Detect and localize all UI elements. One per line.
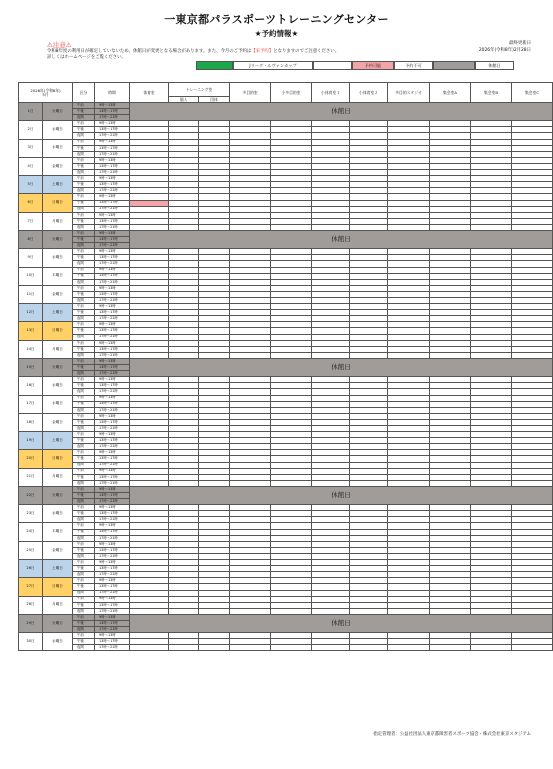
time-cell: 17時～21時 bbox=[95, 444, 130, 450]
time-cell: 9時～13時 bbox=[95, 413, 130, 419]
header-hall-b: 集会室B bbox=[471, 83, 512, 103]
time-cell: 13時～17時 bbox=[95, 109, 130, 115]
day-weekday: 土曜日 bbox=[43, 304, 73, 322]
legend-closed-swatch bbox=[433, 61, 475, 70]
period-cell: 夜間 bbox=[73, 517, 95, 523]
time-cell: 9時～13時 bbox=[95, 322, 130, 328]
time-cell: 9時～13時 bbox=[95, 194, 130, 200]
period-cell: 午後 bbox=[73, 365, 95, 371]
time-cell: 9時～13時 bbox=[95, 176, 130, 182]
slot-cell[interactable] bbox=[388, 645, 430, 651]
period-cell: 夜間 bbox=[73, 590, 95, 596]
period-cell: 夜間 bbox=[73, 407, 95, 413]
day-date: 2日 bbox=[19, 121, 43, 139]
time-cell: 13時～17時 bbox=[95, 182, 130, 188]
time-cell: 17時～21時 bbox=[95, 279, 130, 285]
period-cell: 午前 bbox=[73, 249, 95, 255]
header-small-multi: 小多目的室 bbox=[271, 83, 312, 103]
period-cell: 夜間 bbox=[73, 115, 95, 121]
period-cell: 夜間 bbox=[73, 608, 95, 614]
time-cell: 17時～21時 bbox=[95, 352, 130, 358]
time-cell: 17時～21時 bbox=[95, 115, 130, 121]
caution-line1-pre: 令和8年度の利用日が確定していないため、休館日が変更となる場合があります。また、今月のご予約は bbox=[47, 49, 252, 54]
legend bbox=[196, 61, 514, 70]
time-cell: 17時～21時 bbox=[95, 261, 130, 267]
period-cell: 午後 bbox=[73, 200, 95, 206]
time-cell: 17時～21時 bbox=[95, 170, 130, 176]
time-cell: 13時～17時 bbox=[95, 456, 130, 462]
period-cell: 午前 bbox=[73, 285, 95, 291]
day-date: 19日 bbox=[19, 432, 43, 450]
time-cell: 13時～17時 bbox=[95, 511, 130, 517]
day-weekday: 土曜日 bbox=[43, 176, 73, 194]
day-date: 17日 bbox=[19, 395, 43, 413]
day-weekday: 木曜日 bbox=[43, 523, 73, 541]
period-cell: 午後 bbox=[73, 639, 95, 645]
time-cell: 13時～17時 bbox=[95, 493, 130, 499]
time-cell: 17時～21時 bbox=[95, 480, 130, 486]
day-date: 29日 bbox=[19, 614, 43, 632]
day-weekday: 水曜日 bbox=[43, 377, 73, 395]
period-cell: 夜間 bbox=[73, 334, 95, 340]
day-weekday: 日曜日 bbox=[43, 194, 73, 212]
slot-cell[interactable] bbox=[169, 645, 199, 651]
day-weekday: 水曜日 bbox=[43, 395, 73, 413]
day-date: 8日 bbox=[19, 230, 43, 248]
period-cell: 夜間 bbox=[73, 645, 95, 651]
header-training: トレーニング室 bbox=[169, 83, 230, 97]
slot-cell[interactable] bbox=[430, 645, 471, 651]
time-cell: 9時～13時 bbox=[95, 139, 130, 145]
time-cell: 9時～13時 bbox=[95, 285, 130, 291]
time-cell: 17時～21時 bbox=[95, 151, 130, 157]
time-cell: 17時～21時 bbox=[95, 316, 130, 322]
time-cell: 13時～17時 bbox=[95, 145, 130, 151]
period-cell: 午後 bbox=[73, 182, 95, 188]
period-cell: 午後 bbox=[73, 291, 95, 297]
day-weekday: 水曜日 bbox=[43, 505, 73, 523]
period-cell: 午前 bbox=[73, 304, 95, 310]
time-cell: 9時～13時 bbox=[95, 358, 130, 364]
time-cell: 9時～13時 bbox=[95, 432, 130, 438]
legend-jleague-swatch bbox=[196, 61, 233, 70]
legend-available-swatch bbox=[313, 61, 352, 70]
period-cell: 午後 bbox=[73, 127, 95, 133]
period-cell: 夜間 bbox=[73, 298, 95, 304]
time-cell: 13時～17時 bbox=[95, 620, 130, 626]
day-date: 24日 bbox=[19, 523, 43, 541]
period-cell: 午後 bbox=[73, 109, 95, 115]
closed-day-cell: 休館日 bbox=[130, 614, 553, 632]
caution-text bbox=[47, 49, 427, 61]
period-cell: 午後 bbox=[73, 346, 95, 352]
last-updated-date: 2026年(令和8年)2月28日 bbox=[478, 48, 531, 53]
period-cell: 午後 bbox=[73, 602, 95, 608]
slot-cell[interactable] bbox=[512, 645, 553, 651]
day-date: 20日 bbox=[19, 450, 43, 468]
period-cell: 午前 bbox=[73, 340, 95, 346]
time-cell: 9時～13時 bbox=[95, 395, 130, 401]
time-cell: 13時～17時 bbox=[95, 127, 130, 133]
time-cell: 9時～13時 bbox=[95, 249, 130, 255]
day-date: 25日 bbox=[19, 541, 43, 559]
period-cell: 午後 bbox=[73, 419, 95, 425]
period-cell: 午前 bbox=[73, 633, 95, 639]
time-cell: 9時～13時 bbox=[95, 541, 130, 547]
time-cell: 13時～17時 bbox=[95, 401, 130, 407]
time-cell: 17時～21時 bbox=[95, 334, 130, 340]
period-cell: 夜間 bbox=[73, 279, 95, 285]
period-cell: 午後 bbox=[73, 620, 95, 626]
time-cell: 9時～13時 bbox=[95, 103, 130, 109]
day-date: 1日 bbox=[19, 103, 43, 121]
day-date: 27日 bbox=[19, 578, 43, 596]
period-cell: 午後 bbox=[73, 584, 95, 590]
slot-cell[interactable] bbox=[199, 645, 230, 651]
day-date: 28日 bbox=[19, 596, 43, 614]
day-date: 23日 bbox=[19, 505, 43, 523]
period-cell: 午前 bbox=[73, 267, 95, 273]
period-cell: 夜間 bbox=[73, 480, 95, 486]
period-cell: 午前 bbox=[73, 596, 95, 602]
day-date: 30日 bbox=[19, 633, 43, 651]
period-cell: 午前 bbox=[73, 194, 95, 200]
time-cell: 17時～21時 bbox=[95, 627, 130, 633]
time-cell: 9時～13時 bbox=[95, 212, 130, 218]
header-training-group: 団体 bbox=[199, 97, 230, 103]
period-cell: 午後 bbox=[73, 511, 95, 517]
time-cell: 9時～13時 bbox=[95, 486, 130, 492]
time-cell: 13時～17時 bbox=[95, 291, 130, 297]
time-cell: 17時～21時 bbox=[95, 499, 130, 505]
closed-day-cell: 休館日 bbox=[130, 230, 553, 248]
day-date: 6日 bbox=[19, 194, 43, 212]
time-cell: 9時～13時 bbox=[95, 505, 130, 511]
time-cell: 13時～17時 bbox=[95, 218, 130, 224]
period-cell: 午後 bbox=[73, 383, 95, 389]
day-weekday: 金曜日 bbox=[43, 157, 73, 175]
time-cell: 13時～17時 bbox=[95, 346, 130, 352]
period-cell: 午前 bbox=[73, 176, 95, 182]
period-cell: 夜間 bbox=[73, 170, 95, 176]
footer-operator: 指定管理者：公益社団法人東京都障害者スポーツ協会・株式会社東京スタジアム bbox=[373, 732, 531, 737]
period-cell: 夜間 bbox=[73, 224, 95, 230]
table-row bbox=[19, 645, 553, 651]
time-cell: 13時～17時 bbox=[95, 566, 130, 572]
period-cell: 午後 bbox=[73, 255, 95, 261]
slot-cell[interactable] bbox=[230, 645, 271, 651]
slot-cell[interactable] bbox=[271, 645, 312, 651]
day-date: 5日 bbox=[19, 176, 43, 194]
header-tamokuteki: 多目的室 bbox=[230, 83, 271, 103]
period-cell: 午後 bbox=[73, 547, 95, 553]
period-cell: 午前 bbox=[73, 432, 95, 438]
day-weekday: 月曜日 bbox=[43, 468, 73, 486]
day-weekday: 木曜日 bbox=[43, 267, 73, 285]
day-date: 4日 bbox=[19, 157, 43, 175]
period-cell: 夜間 bbox=[73, 206, 95, 212]
day-weekday: 火曜日 bbox=[43, 358, 73, 376]
day-date: 18日 bbox=[19, 413, 43, 431]
slot-cell[interactable] bbox=[471, 645, 512, 651]
period-cell: 夜間 bbox=[73, 444, 95, 450]
time-cell: 17時～21時 bbox=[95, 553, 130, 559]
period-cell: 夜間 bbox=[73, 261, 95, 267]
period-cell: 夜間 bbox=[73, 627, 95, 633]
period-cell: 夜間 bbox=[73, 243, 95, 249]
day-weekday: 月曜日 bbox=[43, 596, 73, 614]
header-jikan: 時間 bbox=[95, 83, 130, 103]
time-cell: 17時～21時 bbox=[95, 298, 130, 304]
last-updated-label: 最終更新日 bbox=[509, 41, 531, 46]
slot-cell[interactable] bbox=[312, 645, 350, 651]
period-cell: 夜間 bbox=[73, 188, 95, 194]
time-cell: 9時～13時 bbox=[95, 304, 130, 310]
time-cell: 17時～21時 bbox=[95, 462, 130, 468]
page-subtitle: ★予約情報★ bbox=[254, 29, 299, 38]
period-cell: 夜間 bbox=[73, 389, 95, 395]
period-cell: 夜間 bbox=[73, 316, 95, 322]
time-cell: 13時～17時 bbox=[95, 273, 130, 279]
day-date: 10日 bbox=[19, 267, 43, 285]
period-cell: 午前 bbox=[73, 121, 95, 127]
period-cell: 午前 bbox=[73, 505, 95, 511]
period-cell: 夜間 bbox=[73, 499, 95, 505]
time-cell: 13時～17時 bbox=[95, 383, 130, 389]
period-cell: 午後 bbox=[73, 218, 95, 224]
day-weekday: 金曜日 bbox=[43, 413, 73, 431]
period-cell: 午後 bbox=[73, 328, 95, 334]
day-weekday: 火曜日 bbox=[43, 230, 73, 248]
time-cell: 13時～17時 bbox=[95, 602, 130, 608]
day-weekday: 火曜日 bbox=[43, 614, 73, 632]
time-cell: 9時～13時 bbox=[95, 614, 130, 620]
period-cell: 夜間 bbox=[73, 535, 95, 541]
time-cell: 17時～21時 bbox=[95, 645, 130, 651]
period-cell: 午前 bbox=[73, 523, 95, 529]
day-date: 7日 bbox=[19, 212, 43, 230]
day-weekday: 金曜日 bbox=[43, 541, 73, 559]
time-cell: 13時～17時 bbox=[95, 328, 130, 334]
time-cell: 9時～13時 bbox=[95, 230, 130, 236]
period-cell: 午前 bbox=[73, 450, 95, 456]
period-cell: 午前 bbox=[73, 395, 95, 401]
time-cell: 17時～21時 bbox=[95, 517, 130, 523]
time-cell: 13時～17時 bbox=[95, 419, 130, 425]
time-cell: 17時～21時 bbox=[95, 572, 130, 578]
time-cell: 17時～21時 bbox=[95, 608, 130, 614]
period-cell: 午前 bbox=[73, 560, 95, 566]
period-cell: 午後 bbox=[73, 273, 95, 279]
day-date: 9日 bbox=[19, 249, 43, 267]
period-cell: 夜間 bbox=[73, 553, 95, 559]
period-cell: 午後 bbox=[73, 163, 95, 169]
time-cell: 9時～13時 bbox=[95, 340, 130, 346]
day-weekday: 土曜日 bbox=[43, 432, 73, 450]
time-cell: 9時～13時 bbox=[95, 157, 130, 163]
time-cell: 9時～13時 bbox=[95, 450, 130, 456]
day-date: 11日 bbox=[19, 285, 43, 303]
period-cell: 午前 bbox=[73, 486, 95, 492]
time-cell: 9時～13時 bbox=[95, 121, 130, 127]
period-cell: 午前 bbox=[73, 157, 95, 163]
header-gym: 体育室 bbox=[130, 83, 169, 103]
time-cell: 13時～17時 bbox=[95, 438, 130, 444]
day-date: 13日 bbox=[19, 322, 43, 340]
time-cell: 17時～21時 bbox=[95, 206, 130, 212]
time-cell: 9時～13時 bbox=[95, 560, 130, 566]
time-cell: 17時～21時 bbox=[95, 133, 130, 139]
period-cell: 午前 bbox=[73, 468, 95, 474]
day-date: 26日 bbox=[19, 560, 43, 578]
closed-day-cell: 休館日 bbox=[130, 486, 553, 504]
day-weekday: 月曜日 bbox=[43, 340, 73, 358]
day-weekday: 水曜日 bbox=[43, 121, 73, 139]
period-cell: 午前 bbox=[73, 377, 95, 383]
header-small-gym2: 小体育室２ bbox=[350, 83, 388, 103]
day-weekday: 日曜日 bbox=[43, 322, 73, 340]
time-cell: 13時～17時 bbox=[95, 237, 130, 243]
period-cell: 午後 bbox=[73, 145, 95, 151]
year-label: 2026年(令和8年) bbox=[30, 87, 61, 93]
closed-day-cell: 休館日 bbox=[130, 358, 553, 376]
header-multi-studio: 多目的スタジオ bbox=[388, 83, 430, 103]
legend-closed-label: 休館日 bbox=[475, 61, 514, 70]
period-cell: 午前 bbox=[73, 139, 95, 145]
time-cell: 17時～21時 bbox=[95, 535, 130, 541]
period-cell: 午後 bbox=[73, 401, 95, 407]
time-cell: 13時～17時 bbox=[95, 529, 130, 535]
slot-cell[interactable] bbox=[130, 645, 169, 651]
day-weekday: 日曜日 bbox=[43, 450, 73, 468]
time-cell: 9時～13時 bbox=[95, 377, 130, 383]
time-cell: 13時～17時 bbox=[95, 639, 130, 645]
day-date: 3日 bbox=[19, 139, 43, 157]
time-cell: 13時～17時 bbox=[95, 365, 130, 371]
header-kubun: 区分 bbox=[73, 83, 95, 103]
time-cell: 13時～17時 bbox=[95, 200, 130, 206]
day-weekday: 火曜日 bbox=[43, 486, 73, 504]
caution-line2: 詳しくはホームページをご覧ください。 bbox=[47, 55, 126, 61]
day-weekday: 水曜日 bbox=[43, 633, 73, 651]
header-training-individual: 個人 bbox=[169, 97, 199, 103]
day-weekday: 水曜日 bbox=[43, 139, 73, 157]
period-cell: 午前 bbox=[73, 212, 95, 218]
time-cell: 9時～13時 bbox=[95, 468, 130, 474]
header-hall-c: 集会室C bbox=[512, 83, 553, 103]
page-title: 一東京都パラスポーツトレーニングセンター bbox=[164, 13, 389, 26]
time-cell: 17時～21時 bbox=[95, 590, 130, 596]
day-date: 15日 bbox=[19, 358, 43, 376]
period-cell: 夜間 bbox=[73, 425, 95, 431]
time-cell: 17時～21時 bbox=[95, 243, 130, 249]
time-cell: 13時～17時 bbox=[95, 163, 130, 169]
period-cell: 午後 bbox=[73, 566, 95, 572]
day-date: 14日 bbox=[19, 340, 43, 358]
caution-line1-post: となりますのでご注意ください。 bbox=[273, 49, 340, 54]
day-date: 16日 bbox=[19, 377, 43, 395]
day-date: 22日 bbox=[19, 486, 43, 504]
period-cell: 午後 bbox=[73, 529, 95, 535]
time-cell: 17時～21時 bbox=[95, 407, 130, 413]
period-cell: 午後 bbox=[73, 474, 95, 480]
period-cell: 午後 bbox=[73, 438, 95, 444]
time-cell: 17時～21時 bbox=[95, 371, 130, 377]
legend-jleague-label: Jリーグ・ルヴァンカップ bbox=[233, 61, 313, 70]
period-cell: 午前 bbox=[73, 103, 95, 109]
time-cell: 9時～13時 bbox=[95, 578, 130, 584]
period-cell: 夜間 bbox=[73, 352, 95, 358]
period-cell: 午前 bbox=[73, 578, 95, 584]
time-cell: 13時～17時 bbox=[95, 255, 130, 261]
period-cell: 午後 bbox=[73, 310, 95, 316]
period-cell: 夜間 bbox=[73, 151, 95, 157]
period-cell: 午前 bbox=[73, 230, 95, 236]
time-cell: 17時～21時 bbox=[95, 389, 130, 395]
time-cell: 13時～17時 bbox=[95, 474, 130, 480]
time-cell: 9時～13時 bbox=[95, 523, 130, 529]
day-date: 12日 bbox=[19, 304, 43, 322]
period-cell: 午後 bbox=[73, 493, 95, 499]
month-header bbox=[19, 83, 73, 103]
time-cell: 13時～17時 bbox=[95, 584, 130, 590]
day-weekday: 金曜日 bbox=[43, 285, 73, 303]
time-cell: 9時～13時 bbox=[95, 633, 130, 639]
legend-unavailable-label: 予約不可 bbox=[394, 61, 433, 70]
period-cell: 夜間 bbox=[73, 371, 95, 377]
day-weekday: 火曜日 bbox=[43, 103, 73, 121]
caution-heading: ⚠注意⚠ bbox=[47, 41, 72, 49]
last-updated bbox=[479, 40, 531, 54]
time-cell: 13時～17時 bbox=[95, 547, 130, 553]
time-cell: 9時～13時 bbox=[95, 596, 130, 602]
period-cell: 夜間 bbox=[73, 572, 95, 578]
header-hall-a: 集会室A bbox=[430, 83, 471, 103]
period-cell: 午後 bbox=[73, 456, 95, 462]
period-cell: 午前 bbox=[73, 322, 95, 328]
time-cell: 17時～21時 bbox=[95, 224, 130, 230]
month-label: 5月 bbox=[42, 91, 49, 97]
period-cell: 午前 bbox=[73, 358, 95, 364]
slot-cell[interactable] bbox=[350, 645, 388, 651]
header-small-gym1: 小体育室１ bbox=[312, 83, 350, 103]
day-weekday: 日曜日 bbox=[43, 578, 73, 596]
day-weekday: 水曜日 bbox=[43, 249, 73, 267]
legend-available-label: 予約可能 bbox=[352, 61, 394, 70]
period-cell: 午前 bbox=[73, 413, 95, 419]
period-cell: 午前 bbox=[73, 614, 95, 620]
time-cell: 17時～21時 bbox=[95, 425, 130, 431]
closed-day-cell: 休館日 bbox=[130, 103, 553, 121]
day-date: 21日 bbox=[19, 468, 43, 486]
period-cell: 午後 bbox=[73, 237, 95, 243]
day-weekday: 月曜日 bbox=[43, 212, 73, 230]
period-cell: 夜間 bbox=[73, 133, 95, 139]
caution-line1-red: 【来予約】 bbox=[251, 49, 274, 54]
time-cell: 9時～13時 bbox=[95, 267, 130, 273]
schedule-table bbox=[18, 82, 553, 651]
day-weekday: 土曜日 bbox=[43, 560, 73, 578]
period-cell: 夜間 bbox=[73, 462, 95, 468]
period-cell: 午前 bbox=[73, 541, 95, 547]
time-cell: 13時～17時 bbox=[95, 310, 130, 316]
time-cell: 17時～21時 bbox=[95, 188, 130, 194]
